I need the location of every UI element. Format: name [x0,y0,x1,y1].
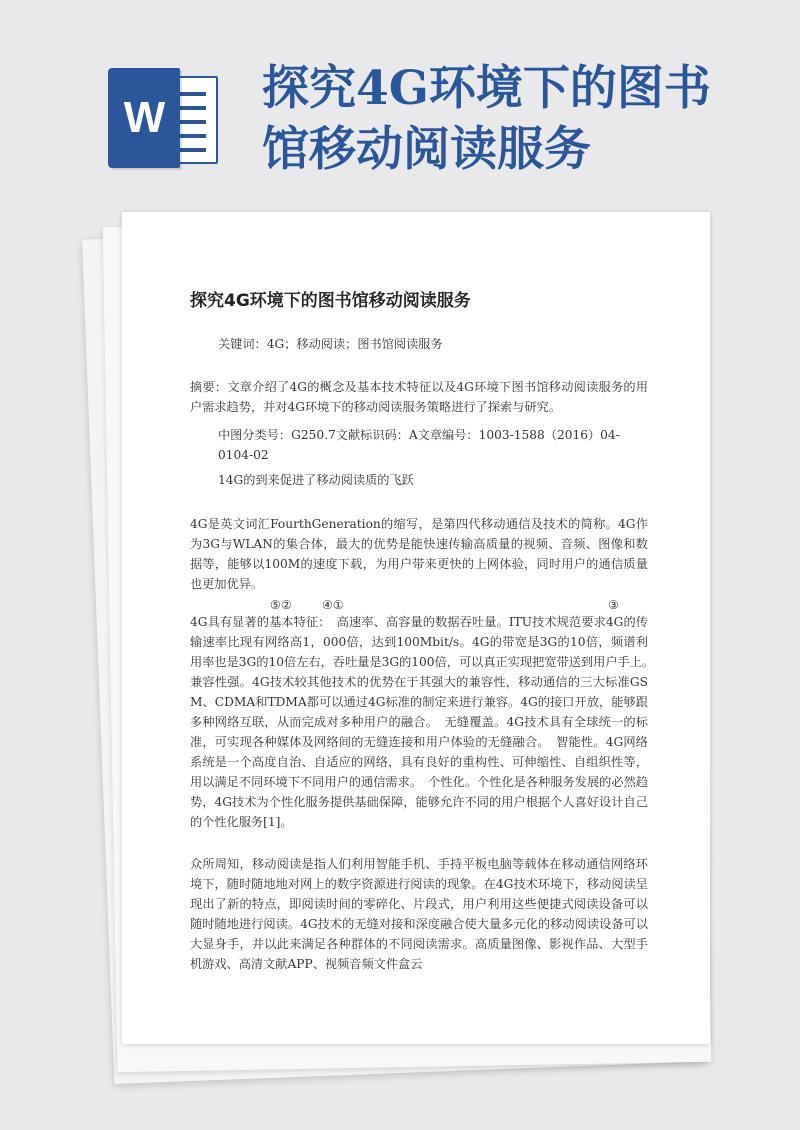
marker-group-c: ③ [608,598,619,612]
paragraph-mobile-reading: 众所周知，移动阅读是指人们利用智能手机、手持平板电脑等载体在移动通信网络环境下，随时随地地对网上的数字资源进行阅读的现象。在4G技术环境下，移动阅读呈现出了新的特点，即阅读时间的零碎化、片段式，用户利用这些便捷式阅读设备可以随时随地进行阅读。4G技术的无缝对接和深度融合使大量多元化的移动阅读设备可以大显身手，并以此来满足各种群体的不同阅读需求。高质量图像、影视作品、大型手机游戏、高清文献APP、视频音频文件盒云 [190,857,648,971]
paragraph-4g-definition: 4G是英文词汇FourthGeneration的缩写，是第四代移动通信及技术的简称。4G作为3G与WLAN的集合体，最大的优势是能快速传输高质量的视频、音频、图像和数据等，能够以100M的速度下载，为用户带来更快的上网体验，同时用户的通信质量也更加优异。 [190,517,648,591]
document-page [122,212,710,1044]
paragraph-4g-features: 4G具有显著的基本特征： 高速率、高容量的数据吞吐量。ITU技术规范要求4G的传输速率比现有网络高1，000倍，达到100Mbit/s。4G的带宽是3G的10倍，频谱利用率也是3G的10倍左右，吞吐量是3G的100倍，可以真正实现把宽带送到用户手上。 兼容性强。4G技术较其他技术的优势在于其强大的兼容性，移动通信的三大标准GSM、CDMA和TDMA都可以通过4G标准的制定来进行兼容。4G的接口开放，能够跟多种网络互联，从而完成对多种用户的融合。 无缝覆盖。4G技术具有全球统一的标准，可实现各种媒体及网络间的无缝连接和用户体验的无缝融合。 智能性。4G网络系统是一个高度自治、自适应的网络，具有良好的重构性、可伸缩性、自组织性等，用以满足不同环境下不同用户的通信需求。 个性化。个性化是各种服务发展的必然趋势，4G技术为个性化服务提供基础保障，能够允许不同的用户根据个人喜好设计自己的个性化服务[1]。 [190,615,661,829]
hero-title-line2: 馆移动阅读服务 [262,122,591,177]
word-logo-letter: W [108,68,180,168]
marker-group-b: ④① [322,598,344,612]
word-icon [108,68,216,168]
document-title: 探究4G环境下的图书馆移动阅读服务 [190,291,471,311]
hero-title [262,58,782,180]
marker-group-a: ⑤② [270,598,292,612]
abstract: 摘要：文章介绍了4G的概念及基本技术特征以及4G环境下图书馆移动阅读服务的用户需求趋势，并对4G环境下的移动阅读服务策略进行了探索与研究。 [190,380,648,414]
hero-title-line1: 探究4G环境下的图书 [262,61,711,116]
keywords: 关键词：4G；移动阅读；图书馆阅读服务 [218,337,443,351]
classification-info: 中图分类号：G250.7文献标识码：A文章编号：1003-1588（2016）04-0104-02 [218,428,620,462]
section-heading: 14G的到来促进了移动阅读质的飞跃 [218,473,414,487]
